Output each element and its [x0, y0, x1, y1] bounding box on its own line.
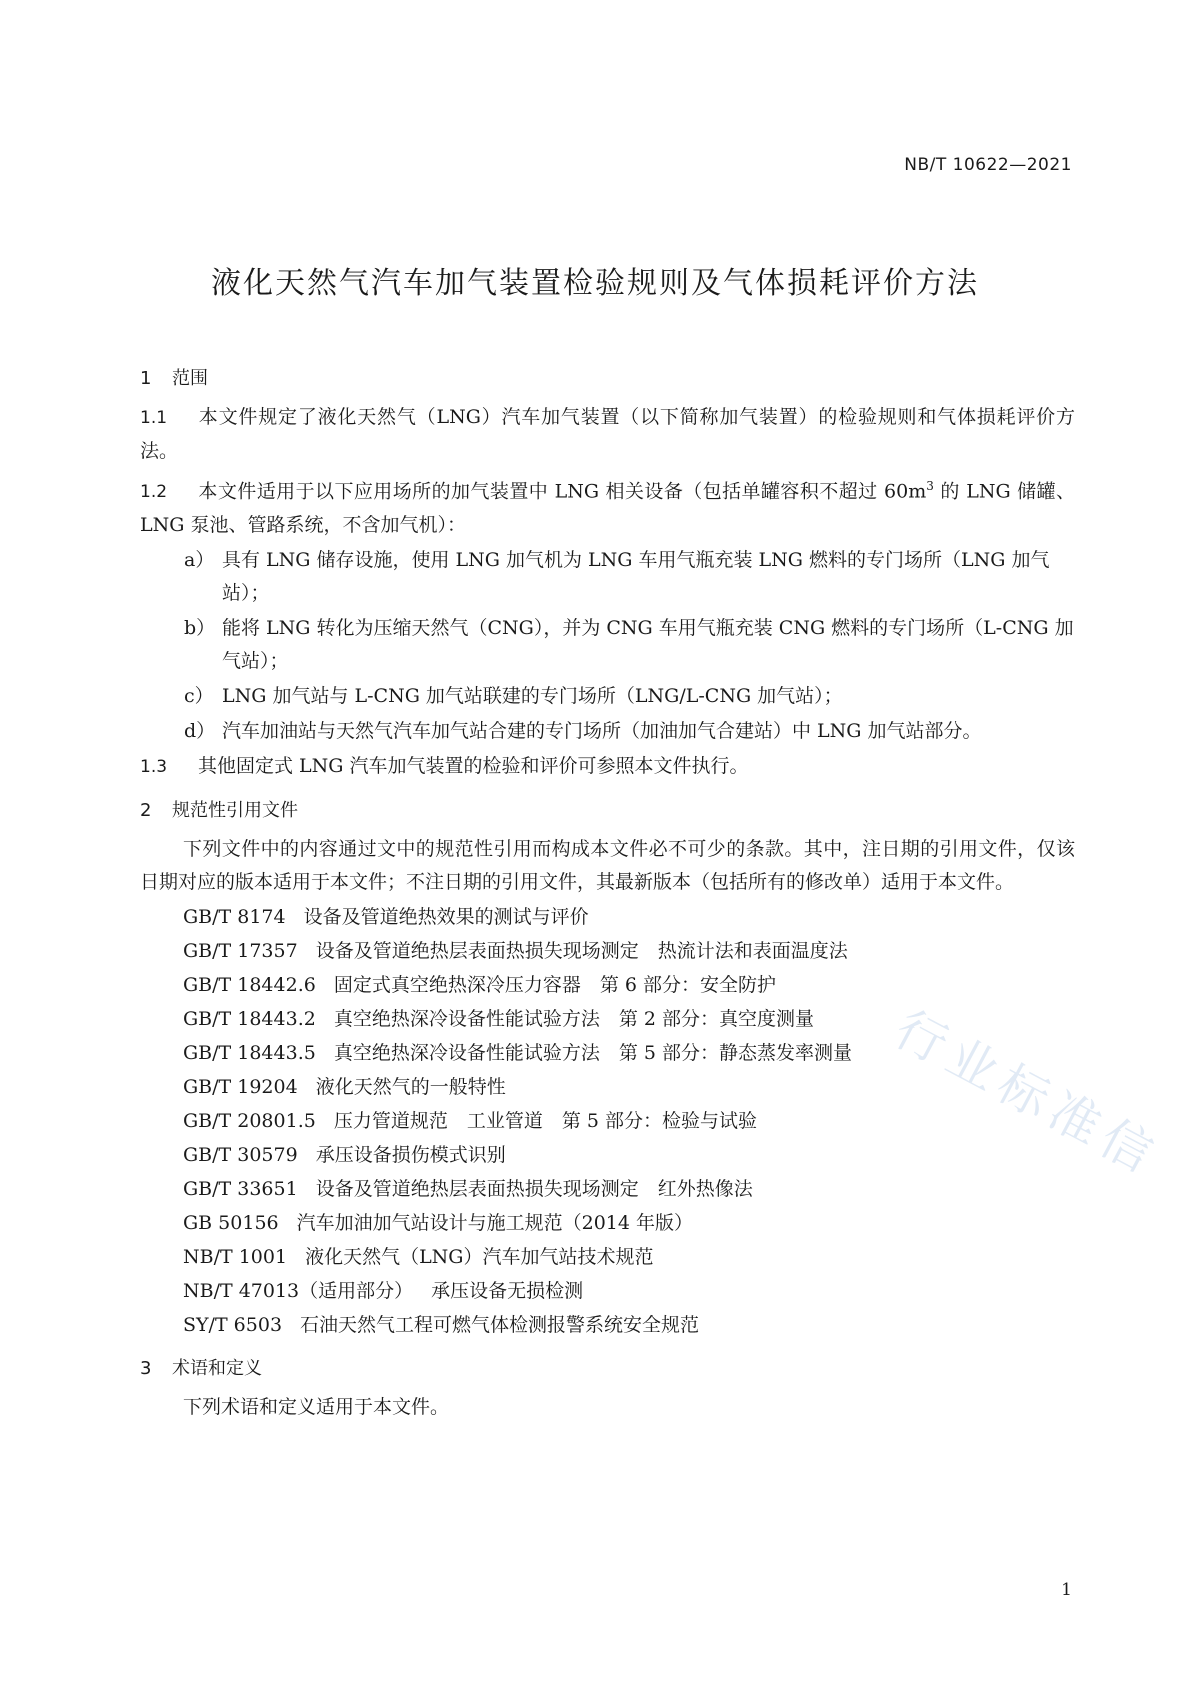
section-number: 1 [140, 368, 152, 389]
list-item-text: 能将 LNG 转化为压缩天然气（CNG），并为 CNG 车用气瓶充装 CNG 燃料的专门场所（L-CNG 加气站）； [222, 617, 1074, 673]
reference-title: 液化天然气（LNG）汽车加气站技术规范 [305, 1246, 654, 1269]
superscript: 3 [926, 479, 934, 493]
list-item [140, 715, 1075, 748]
reference-item [140, 1037, 1075, 1070]
clause-text: 其他固定式 LNG 汽车加气装置的检验和评价可参照本文件执行。 [198, 755, 749, 778]
reference-title: 石油天然气工程可燃气体检测报警系统安全规范 [300, 1314, 700, 1337]
clause-text: 本文件规定了液化天然气（LNG）汽车加气装置（以下简称加气装置）的检验规则和气体损耗评价方法。 [140, 406, 1075, 462]
standard-number: NB/T 10622—2021 [904, 155, 1072, 175]
scope-list [140, 544, 1075, 748]
reference-code: GB/T 18443.5 [183, 1042, 316, 1065]
reference-item [140, 1003, 1075, 1036]
section-number: 2 [140, 800, 152, 822]
clause-1-1 [140, 401, 1075, 468]
reference-item [140, 1071, 1075, 1104]
reference-title: 压力管道规范 工业管道 第 5 部分：检验与试验 [333, 1110, 757, 1133]
clause-text-continued: 的 LNG 储罐、LNG 泵池、管路系统，不含加气机）： [140, 480, 1075, 537]
reference-item [140, 969, 1075, 1002]
reference-title: 汽车加油加气站设计与施工规范（2014 年版） [296, 1212, 694, 1235]
section-title: 规范性引用文件 [172, 800, 298, 822]
reference-title: 承压设备损伤模式识别 [315, 1144, 506, 1167]
list-item-text: LNG 加气站与 L-CNG 加气站联建的专门场所（LNG/L-CNG 加气站）； [222, 685, 843, 708]
list-item [140, 544, 1075, 610]
reference-item [140, 1105, 1075, 1138]
section-number: 3 [140, 1358, 152, 1380]
reference-code: GB/T 19204 [183, 1076, 298, 1099]
reference-title: 真空绝热深冷设备性能试验方法 第 5 部分：静态蒸发率测量 [333, 1042, 852, 1065]
reference-item [140, 1309, 1075, 1342]
reference-title: 固定式真空绝热深冷压力容器 第 6 部分：安全防护 [333, 974, 776, 997]
reference-item [140, 935, 1075, 968]
reference-code: GB 50156 [183, 1212, 279, 1235]
reference-code: NB/T 47013（适用部分） [183, 1280, 414, 1303]
section-heading-terms-definitions [140, 1352, 1075, 1385]
reference-code: GB/T 8174 [183, 906, 286, 929]
reference-title: 设备及管道绝热层表面热损失现场测定 热流计法和表面温度法 [315, 940, 848, 963]
clause-text: 本文件适用于以下应用场所的加气装置中 LNG 相关设备（包括单罐容积不超过 60m [198, 480, 927, 503]
reference-code: GB/T 18442.6 [183, 974, 316, 997]
reference-item [140, 1207, 1075, 1240]
reference-title: 设备及管道绝热层表面热损失现场测定 红外热像法 [315, 1178, 753, 1201]
reference-code: GB/T 17357 [183, 940, 298, 963]
list-item [140, 680, 1075, 713]
section-title: 术语和定义 [172, 1358, 262, 1380]
document-body [140, 362, 1075, 1426]
terms-intro: 下列术语和定义适用于本文件。 [183, 1396, 450, 1419]
reference-item [140, 1241, 1075, 1274]
list-item [140, 612, 1075, 678]
reference-code: GB/T 18443.2 [183, 1008, 316, 1031]
list-marker: a） [184, 549, 215, 572]
watermark: 行业标准信 [885, 999, 1169, 1188]
reference-code: GB/T 30579 [183, 1144, 298, 1167]
reference-title: 真空绝热深冷设备性能试验方法 第 2 部分：真空度测量 [333, 1008, 814, 1031]
reference-item [140, 1139, 1075, 1172]
reference-code: GB/T 33651 [183, 1178, 298, 1201]
reference-code: NB/T 1001 [183, 1246, 288, 1269]
reference-code: GB/T 20801.5 [183, 1110, 316, 1133]
reference-item [140, 1275, 1075, 1308]
clause-number: 1.3 [140, 757, 168, 778]
clause-1-3 [140, 750, 1075, 784]
reference-title: 承压设备无损检测 [431, 1280, 584, 1303]
clause-number: 1.1 [140, 408, 168, 428]
reference-title: 设备及管道绝热效果的测试与评价 [303, 906, 589, 929]
reference-title: 液化天然气的一般特性 [315, 1076, 506, 1099]
section-heading-scope [140, 362, 1075, 395]
references-list [140, 901, 1075, 1342]
page-number: 1 [1061, 1580, 1072, 1600]
list-marker: b） [184, 617, 216, 640]
reference-item [140, 901, 1075, 934]
list-item-text: 具有 LNG 储存设施，使用 LNG 加气机为 LNG 车用气瓶充装 LNG 燃料的专门场所（LNG 加气站）； [222, 549, 1050, 605]
references-intro: 下列文件中的内容通过文中的规范性引用而构成本文件必不可少的条款。其中，注日期的引用文件，仅该日期对应的版本适用于本文件；不注日期的引用文件，其最新版本（包括所有的修改单）适用于本文件。 [140, 838, 1075, 894]
list-item-text: 汽车加油站与天然气汽车加气站合建的专门场所（加油加气合建站）中 LNG 加气站部分。 [222, 720, 982, 743]
section-heading-normative-references [140, 794, 1075, 827]
list-marker: c） [184, 685, 214, 708]
document-title: 液化天然气汽车加气装置检验规则及气体损耗评价方法 [211, 266, 979, 301]
clause-number: 1.2 [140, 482, 168, 503]
clause-1-2 [140, 470, 1075, 542]
reference-code: SY/T 6503 [183, 1314, 283, 1337]
list-marker: d） [184, 720, 216, 743]
section-title: 范围 [172, 368, 208, 389]
reference-item [140, 1173, 1075, 1206]
